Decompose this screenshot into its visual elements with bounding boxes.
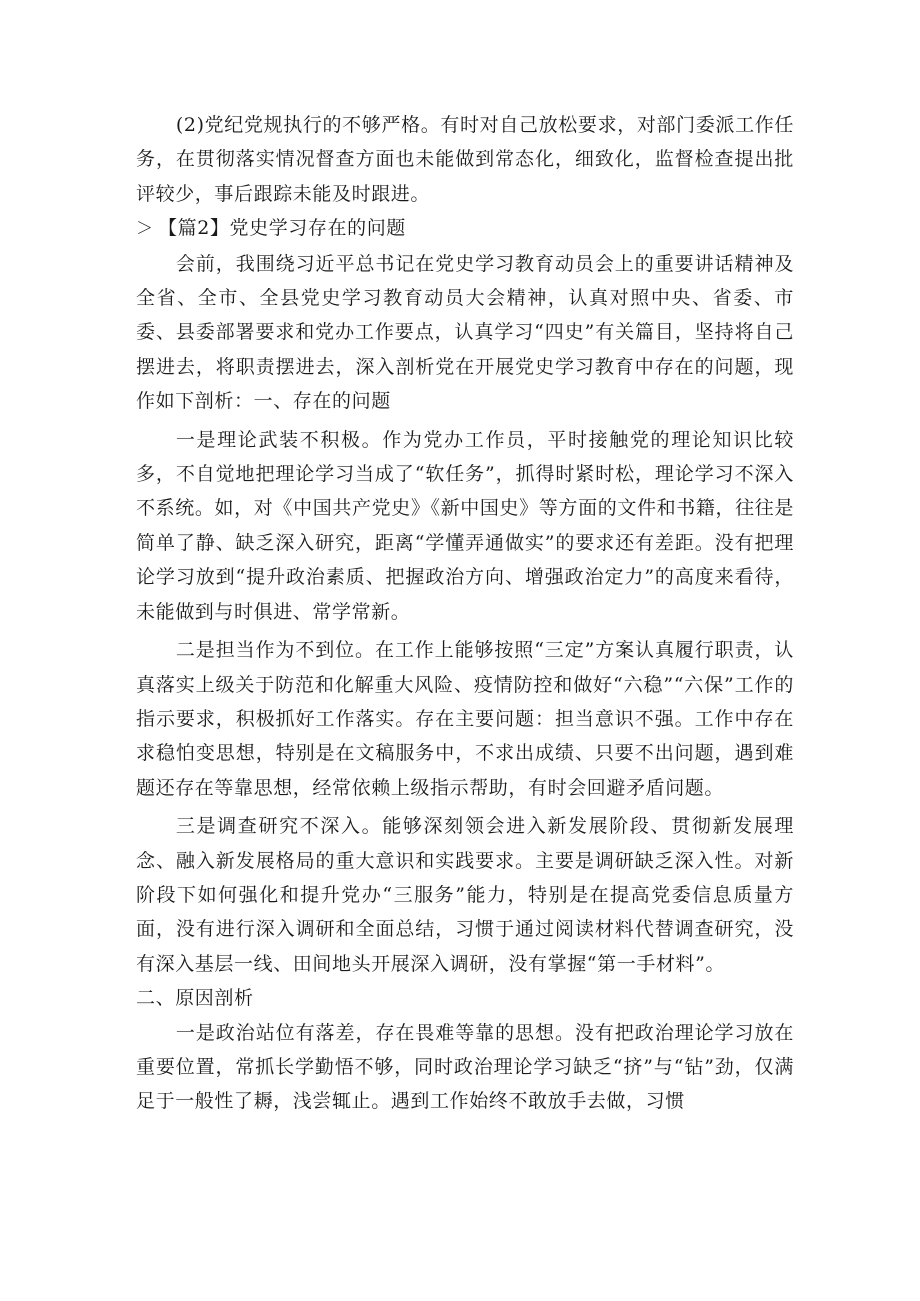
paragraph-responsibility: 二是担当作为不到位。在工作上能够按照“三定”方案认真履行职责，认真落实上级关于防范和化解重大风险、疫情防控和做好“六稳”“六保”工作的指示要求，积极抓好工作落实。存在主要问题：担当意识不强。工作中存在求稳怕变思想，特别是在文稿服务中，不求出成绩、只要不出问题，遇到难题还存在等靠思想，经常依赖上级指示帮助，有时会回避矛盾问题。 [136, 639, 794, 799]
paragraph-meeting-intro: 会前，我围绕习近平总书记在党史学习教育动员会上的重要讲话精神及全省、全市、全县党史学习教育动员大会精神，认真对照中央、省委、市委、县委部署要求和党办工作要点，认真学习“四史”有关篇目，坚持将自己摆进去，将职责摆进去，深入剖析党在开展党史学习教育中存在的问题，现作如下剖析：一、存在的问题 [136, 252, 794, 413]
paragraph-political-stance: 一是政治站位有落差，存在畏难等靠的思想。没有把政治理论学习放在重要位置，常抓长学勤悟不够，同时政治理论学习缺乏“挤”与“钻”劲，仅满足于一般性了耨，浅尝辄止。遇到工作始终不敢放手去做，习惯 [136, 1021, 794, 1113]
section-heading-text: 【篇2】党史学习存在的问题 [158, 217, 406, 240]
section-heading-part2 [136, 211, 794, 246]
section-heading-cause-analysis: 二、原因剖析 [136, 987, 254, 1010]
document-page [136, 108, 794, 1119]
arrow-right-icon: ＞ [136, 219, 154, 240]
paragraph-discipline-issue: (2)党纪党规执行的不够严格。有时对自己放松要求，对部门委派工作任务，在贯彻落实情况督查方面也未能做到常态化，细致化，监督检查提出批评较少，事后跟踪未能及时跟进。 [136, 114, 794, 205]
paragraph-theory-arming: 一是理论武装不积极。作为党办工作员，平时接触党的理论知识比较多，不自觉地把理论学习当成了“软任务”，抓得时紧时松，理论学习不深入不系统。如，对《中国共产党史》《新中国史》等方面的文件和书籍，往往是简单了静、缺乏深入研究，距离“学懂弄通做实”的要求还有差距。没有把理论学习放到“提升政治素质、把握政治方向、增强政治定力”的高度来看待，未能做到与时俱进、常学常新。 [136, 428, 794, 623]
paragraph-research: 三是调查研究不深入。能够深刻领会进入新发展阶段、贯彻新发展理念、融入新发展格局的重大意识和实践要求。主要是调研缺乏深入性。对新阶段下如何强化和提升党办“三服务”能力，特别是在提高党委信息质量方面，没有进行深入调研和全面总结，习惯于通过阅读材料代替调查研究，没有深入基层一线、田间地头开展深入调研，没有掌握“第一手材料”。 [136, 815, 794, 975]
